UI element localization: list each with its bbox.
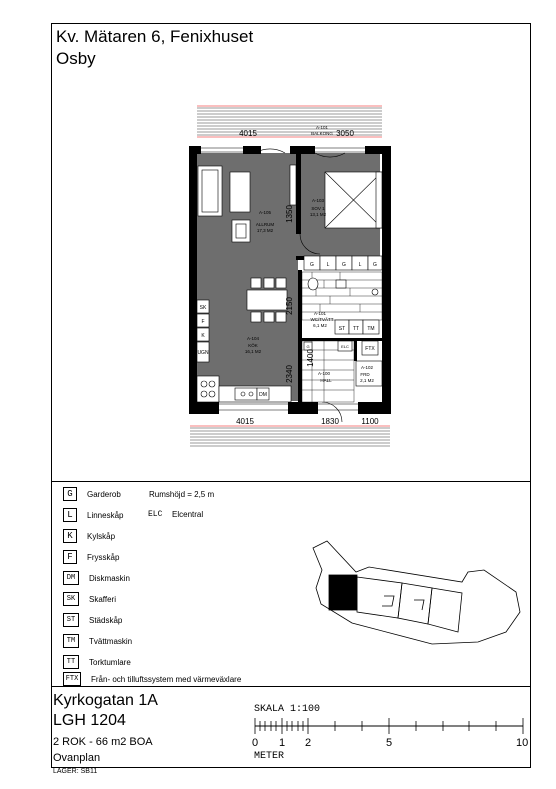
storage-label-1: G <box>310 262 314 268</box>
legend-label: Torktumlare <box>89 657 131 667</box>
lager-code: LAGER: SB11 <box>53 768 98 775</box>
legend-label: Från- och tilluftssystem med värmeväxlare <box>91 674 242 684</box>
legend-label: Skafferi <box>89 594 116 604</box>
scale-tick-1: 1 <box>279 737 286 749</box>
kitchen-label-f: F <box>201 319 205 325</box>
legend-label: Städskåp <box>89 615 123 625</box>
legend-code: ST <box>63 613 79 627</box>
dim-top-left: 4015 <box>239 129 257 138</box>
scale-tick-10: 10 <box>516 737 529 749</box>
floor-level: Ovanplan <box>53 752 101 764</box>
storage-label-2: L <box>326 262 330 268</box>
top-balcony-hatch <box>197 108 382 135</box>
legend-code: DM <box>63 571 79 585</box>
kitchen-label-sk: SK <box>199 305 207 311</box>
legend-item-sk <box>63 590 116 608</box>
hall-g-label: G <box>306 344 310 349</box>
dim-v-bed: 1350 <box>285 205 294 223</box>
scale-tick-5: 5 <box>386 737 393 749</box>
town-title: Osby <box>56 49 96 68</box>
footer-divider <box>51 686 531 687</box>
legend-code: SK <box>63 592 79 606</box>
legend-label: Kylskåp <box>87 531 116 541</box>
legend-label: Diskmaskin <box>89 573 130 583</box>
hall-name: HALL <box>320 378 332 383</box>
dim-v-bath: 2340 <box>285 365 294 383</box>
bottom-balcony-hatch <box>190 428 390 446</box>
wc-name: WC/TVÄTT <box>310 317 334 322</box>
dim-top-right: 3050 <box>336 129 354 138</box>
dim-v-kitchen: 2150 <box>285 297 294 315</box>
legend-code: K <box>63 529 77 543</box>
legend-divider <box>51 481 531 482</box>
legend-label: Tvättmaskin <box>89 636 133 646</box>
dim-v-hall: 1400 <box>306 349 315 367</box>
legend-label: Garderob <box>87 489 121 499</box>
legend-code: F <box>63 550 77 564</box>
sov-area: 13,1 M2 <box>309 212 327 217</box>
property-title: Kv. Mätaren 6, Fenixhuset <box>56 27 254 46</box>
frd-area: 2,1 M2 <box>360 378 374 383</box>
legend-item-g <box>63 485 121 503</box>
legend-item-k <box>63 527 115 545</box>
balcony-name: BALKONG <box>311 131 333 136</box>
wc-label-tm: TM <box>367 326 375 332</box>
scale-unit: METER <box>254 751 285 762</box>
dim-bottom-mid: 1830 <box>321 417 339 426</box>
kitchen-label-dm: DM <box>259 392 267 398</box>
legend-code: TT <box>63 655 79 669</box>
legend-code: FTX <box>63 672 81 686</box>
legend-item-dm <box>63 569 130 587</box>
sov-name: SOV 1 <box>311 206 325 211</box>
allrum-area: 17,3 M2 <box>256 228 274 233</box>
wc-id: A-101 <box>313 311 327 316</box>
scale-bar <box>250 715 530 737</box>
storage-label-5: G <box>373 262 377 268</box>
floor-plan <box>180 100 410 460</box>
dim-bottom-right: 1100 <box>361 417 379 426</box>
legend-code: G <box>63 487 77 501</box>
sov-id: A-103 <box>311 198 325 203</box>
elc-code: ELC <box>148 510 163 519</box>
legend-code: TM <box>63 634 79 648</box>
legend-item-st <box>63 611 122 629</box>
ftx-label: FTX <box>365 346 375 352</box>
scale-tick-0: 0 <box>252 737 259 749</box>
key-plan <box>300 510 525 650</box>
apartment-number: LGH 1204 <box>53 712 126 729</box>
wc-label-tt: TT <box>352 326 360 332</box>
legend-item-tm <box>63 632 132 650</box>
kok-area: 16,1 M2 <box>244 349 262 354</box>
elc-label: ELC <box>341 344 349 349</box>
legend-code: L <box>63 508 77 522</box>
kok-id: A-104 <box>246 336 260 341</box>
legend-item-f <box>63 548 119 566</box>
scale-tick-2: 2 <box>305 737 312 749</box>
allrum-id: A-105 <box>258 210 272 215</box>
kitchen-label-ugn: UGN <box>197 350 209 356</box>
allrum-name: ALLRUM <box>255 222 275 227</box>
kitchen-label-k: K <box>201 333 205 339</box>
hall-id: A-100 <box>317 371 331 376</box>
wc-label-st: ST <box>338 326 346 332</box>
room-height-note: Rumshöjd = 2,5 m <box>149 490 215 499</box>
kok-name: KÖK <box>248 343 258 348</box>
apartment-size: 2 ROK - 66 m2 BOA <box>53 736 153 748</box>
frd-id: A-102 <box>360 365 374 370</box>
elc-label: Elcentral <box>172 510 204 519</box>
scale-label: SKALA 1:100 <box>254 704 321 715</box>
wc-area: 6,1 M2 <box>313 323 327 328</box>
legend-item-l <box>63 506 123 524</box>
dim-bottom-left: 4015 <box>236 417 254 426</box>
legend-item-tt <box>63 653 131 671</box>
legend-label: Frysskåp <box>87 552 120 562</box>
balcony-id: A-101 <box>315 125 329 130</box>
frd-name: FRD <box>360 372 370 377</box>
storage-label-4: L <box>358 262 362 268</box>
legend-label: Linneskåp <box>87 510 124 520</box>
address: Kyrkogatan 1A <box>53 692 158 709</box>
storage-label-3: G <box>342 262 346 268</box>
